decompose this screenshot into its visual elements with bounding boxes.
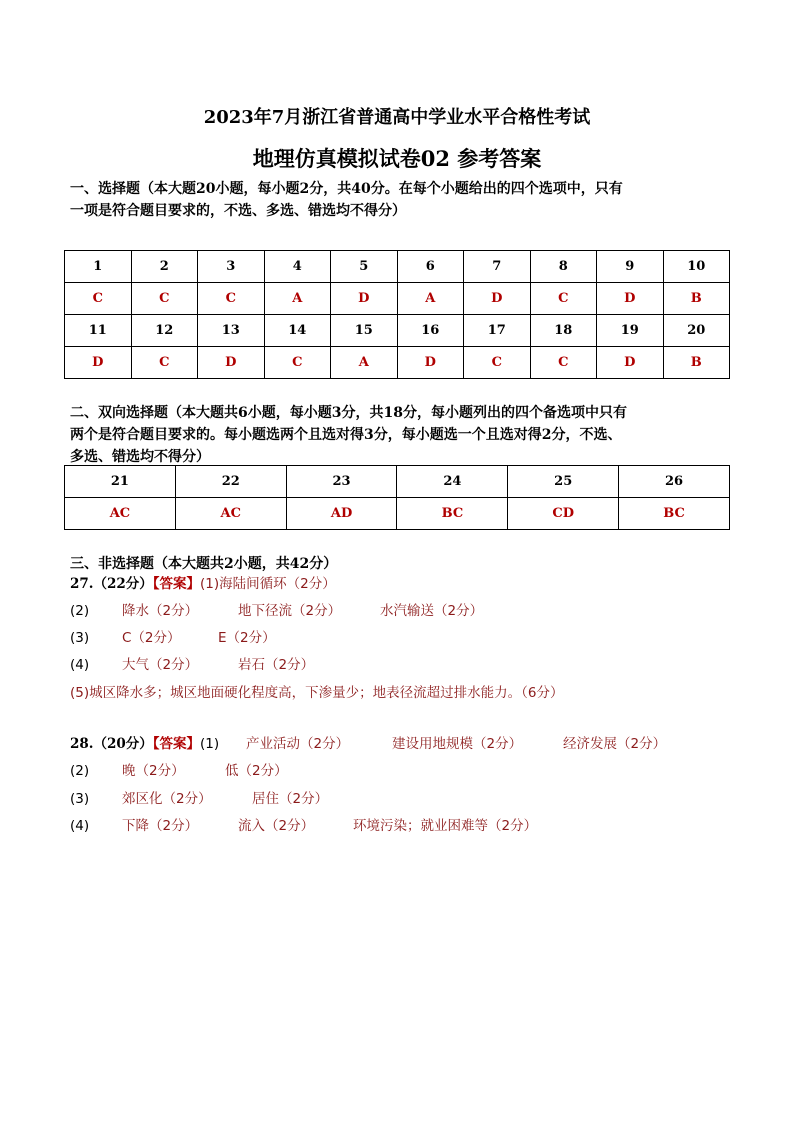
q27-line3: [70, 628, 670, 648]
q28-answer-tag: 【答案】: [152, 736, 201, 752]
mc-number-cell-1: 1: [65, 251, 132, 283]
mc-answer-cell-b-7: C: [464, 347, 531, 379]
q28-answer-1c: 经济发展（2分）: [563, 736, 667, 752]
q28-answer-2a: 晚（2分）: [122, 763, 185, 779]
q28-answer-1a: 产业活动（2分）: [246, 736, 350, 752]
q27-line1: [70, 574, 336, 594]
dual-number-cell-5: 25: [508, 466, 619, 498]
mc-answer-cell-9: D: [597, 283, 664, 315]
mc-row2-answers: [65, 347, 730, 379]
mc-answer-cell-b-9: D: [597, 347, 664, 379]
mc-answer-cell-5: D: [331, 283, 398, 315]
mc-row2-numbers: [65, 315, 730, 347]
q27-num-3: (3): [70, 630, 90, 646]
section3-heading: 三、非选择题（本大题共2小题，共42分）: [70, 556, 338, 572]
q28-num-3: (3): [70, 791, 90, 807]
mc-answer-cell-10: B: [663, 283, 730, 315]
mc-answer-cell-1: C: [65, 283, 132, 315]
q28-answer-1b: 建设用地规模（2分）: [392, 736, 523, 752]
mc-number-cell-b-3: 13: [198, 315, 265, 347]
mc-answer-cell-b-3: D: [198, 347, 265, 379]
dual-answer-cell-5: CD: [508, 498, 619, 530]
q27-answer-2a: 降水（2分）: [122, 603, 199, 619]
mc-number-cell-b-7: 17: [464, 315, 531, 347]
mc-number-cell-b-10: 20: [663, 315, 730, 347]
mc-number-cell-b-4: 14: [264, 315, 331, 347]
dual-row-numbers: [65, 466, 730, 498]
mc-answer-cell-2: C: [131, 283, 198, 315]
mc-answer-cell-b-8: C: [530, 347, 597, 379]
q28-answer-4c: 环境污染；就业困难等（2分）: [353, 818, 538, 834]
q27-answer-2b: 地下径流（2分）: [238, 603, 342, 619]
q27-num-2: (2): [70, 603, 90, 619]
section1-heading-line2: 一项是符合题目要求的，不选、多选、错选均不得分）: [70, 203, 406, 219]
section2-heading: [70, 402, 735, 468]
dual-answer-cell-6: BC: [619, 498, 730, 530]
mc-number-cell-7: 7: [464, 251, 531, 283]
section2-heading-line2: 两个是符合题目要求的。每小题选两个且选对得3分，每小题选一个且选对得2分，不选、: [70, 427, 622, 443]
q27-answer-2c: 水汽输送（2分）: [380, 603, 484, 619]
q28-answer-4b: 流入（2分）: [238, 818, 315, 834]
q28-answer-3b: 居住（2分）: [252, 791, 329, 807]
q28-answer-4a: 下降（2分）: [122, 818, 199, 834]
mc-answer-table: [64, 250, 730, 379]
q28-answer-3a: 郊区化（2分）: [122, 791, 212, 807]
q27-answer-3b: E（2分）: [218, 630, 276, 646]
mc-number-cell-b-9: 19: [597, 315, 664, 347]
mc-number-cell-9: 9: [597, 251, 664, 283]
dual-number-cell-2: 22: [175, 466, 286, 498]
dual-choice-answer-table: [64, 465, 730, 530]
dual-number-cell-4: 24: [397, 466, 508, 498]
mc-number-cell-b-8: 18: [530, 315, 597, 347]
section1-heading: [70, 178, 735, 222]
mc-answer-cell-7: D: [464, 283, 531, 315]
mc-number-cell-10: 10: [663, 251, 730, 283]
dual-answer-cell-4: BC: [397, 498, 508, 530]
mc-answer-cell-b-1: D: [65, 347, 132, 379]
q27-answer-1: (1)海陆间循环（2分）: [200, 576, 336, 592]
q28-num-2: (2): [70, 763, 90, 779]
mc-answer-cell-8: C: [530, 283, 597, 315]
mc-number-cell-b-5: 15: [331, 315, 398, 347]
mc-answer-cell-3: C: [198, 283, 265, 315]
mc-row1-answers: [65, 283, 730, 315]
dual-number-cell-6: 26: [619, 466, 730, 498]
q28-answer-2b: 低（2分）: [225, 763, 288, 779]
q27-line4: [70, 655, 670, 675]
dual-answer-cell-1: AC: [65, 498, 176, 530]
mc-number-cell-b-6: 16: [397, 315, 464, 347]
mc-number-cell-5: 5: [331, 251, 398, 283]
mc-number-cell-b-2: 12: [131, 315, 198, 347]
mc-answer-cell-6: A: [397, 283, 464, 315]
mc-answer-cell-b-2: C: [131, 347, 198, 379]
q28-num-1: (1): [200, 736, 220, 752]
mc-answer-cell-b-5: A: [331, 347, 398, 379]
mc-answer-cell-b-6: D: [397, 347, 464, 379]
mc-row1-numbers: [65, 251, 730, 283]
q28-line3: [70, 789, 670, 809]
q27-answer-tag: 【答案】: [152, 576, 201, 592]
mc-answer-cell-b-10: B: [663, 347, 730, 379]
mc-answer-cell-b-4: C: [264, 347, 331, 379]
section2-heading-line3: 多选、错选均不得分）: [70, 449, 210, 465]
mc-number-cell-4: 4: [264, 251, 331, 283]
q27-line5: (5)城区降水多；城区地面硬化程度高，下渗量少；地表径流超过排水能力。（6分）: [70, 685, 564, 701]
q28-num-4: (4): [70, 818, 90, 834]
dual-row-answers: [65, 498, 730, 530]
mc-number-cell-3: 3: [198, 251, 265, 283]
exam-title: 2023年7月浙江省普通高中学业水平合格性考试: [203, 107, 591, 128]
dual-number-cell-3: 23: [286, 466, 397, 498]
mc-answer-cell-4: A: [264, 283, 331, 315]
q27-answer-3a: C（2分）: [122, 630, 181, 646]
dual-answer-cell-3: AD: [286, 498, 397, 530]
q27-label: 27.（22分）: [70, 576, 153, 592]
answer-key-title: 地理仿真模拟试卷02 参考答案: [252, 146, 542, 171]
q27-answer-4a: 大气（2分）: [122, 657, 199, 673]
mc-number-cell-6: 6: [397, 251, 464, 283]
q27-line2: [70, 601, 670, 621]
section2-heading-line1: 二、双向选择题（本大题共6小题，每小题3分，共18分，每小题列出的四个备选项中只有: [70, 405, 627, 421]
q27-num-4: (4): [70, 657, 90, 673]
q28-line1: [70, 734, 710, 754]
mc-number-cell-2: 2: [131, 251, 198, 283]
q28-label: 28.（20分）: [70, 736, 153, 752]
dual-number-cell-1: 21: [65, 466, 176, 498]
mc-number-cell-b-1: 11: [65, 315, 132, 347]
section1-heading-line1: 一、选择题（本大题20小题，每小题2分，共40分。在每个小题给出的四个选项中，只有: [70, 181, 623, 197]
q28-line2: [70, 761, 670, 781]
q27-answer-4b: 岩石（2分）: [238, 657, 315, 673]
mc-number-cell-8: 8: [530, 251, 597, 283]
q28-line4: [70, 816, 710, 836]
dual-answer-cell-2: AC: [175, 498, 286, 530]
